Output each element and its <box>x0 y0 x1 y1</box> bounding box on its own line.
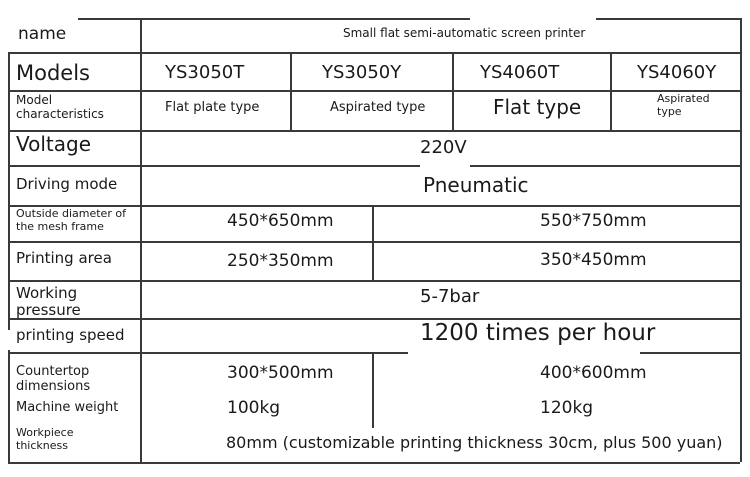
column-divider <box>8 52 10 330</box>
value-model: YS4060T <box>480 62 560 83</box>
column-divider <box>610 52 612 130</box>
value-mesh-frame: 550*750mm <box>540 211 647 231</box>
value-working-pressure: 5-7bar <box>420 286 480 307</box>
row-divider <box>8 165 420 167</box>
row-divider <box>8 241 740 243</box>
value-countertop: 300*500mm <box>227 363 334 383</box>
label-driving-mode: Driving mode <box>16 175 118 193</box>
value-printing-area: 350*450mm <box>540 250 647 270</box>
value-characteristic: Flat plate type <box>165 100 260 115</box>
label-voltage: Voltage <box>16 132 92 156</box>
value-machine-weight: 120kg <box>540 398 594 418</box>
row-divider <box>8 130 740 132</box>
label-name: name <box>18 24 67 44</box>
value-model: YS3050Y <box>322 62 402 83</box>
label-machine-weight: Machine weight <box>16 400 119 415</box>
label-countertop-dimensions: Countertop dimensions <box>16 364 91 394</box>
row-divider <box>596 18 740 20</box>
column-divider <box>372 205 374 281</box>
value-model: YS3050T <box>165 62 245 83</box>
column-divider <box>8 350 10 462</box>
value-machine-weight: 100kg <box>227 398 281 418</box>
column-divider <box>452 52 454 130</box>
label-working-pressure: Working pressure <box>16 284 81 320</box>
label-printing-speed: printing speed <box>16 326 125 344</box>
row-divider <box>8 462 740 464</box>
column-divider <box>372 352 374 428</box>
column-divider <box>140 18 142 462</box>
value-mesh-frame: 450*650mm <box>227 211 334 231</box>
value-characteristic: Flat type <box>493 95 582 119</box>
row-divider <box>8 90 740 92</box>
label-mesh-frame: Outside diameter of the mesh frame <box>16 207 126 233</box>
value-countertop: 400*600mm <box>540 363 647 383</box>
value-name: Small flat semi-automatic screen printer <box>343 26 586 40</box>
value-printing-speed: 1200 times per hour <box>420 320 656 346</box>
row-divider <box>78 18 470 20</box>
row-divider <box>470 165 740 167</box>
value-workpiece-thickness: 80mm (customizable printing thickness 30cm, plus 500 yuan) <box>226 433 723 452</box>
row-divider <box>640 352 740 354</box>
value-driving-mode: Pneumatic <box>423 173 529 197</box>
column-divider <box>290 52 292 130</box>
label-printing-area: Printing area <box>16 249 112 267</box>
value-characteristic: Aspirated type <box>657 92 710 118</box>
label-workpiece-thickness: Workpiece thickness <box>16 426 74 452</box>
value-characteristic: Aspirated type <box>330 100 426 115</box>
label-model-characteristics: Model characteristics <box>16 93 104 121</box>
row-divider <box>8 352 408 354</box>
row-divider <box>8 52 740 54</box>
row-divider <box>8 280 740 282</box>
column-divider <box>740 18 742 462</box>
value-voltage: 220V <box>420 137 467 158</box>
value-model: YS4060Y <box>637 62 717 83</box>
label-models: Models <box>16 61 90 85</box>
value-printing-area: 250*350mm <box>227 251 334 271</box>
